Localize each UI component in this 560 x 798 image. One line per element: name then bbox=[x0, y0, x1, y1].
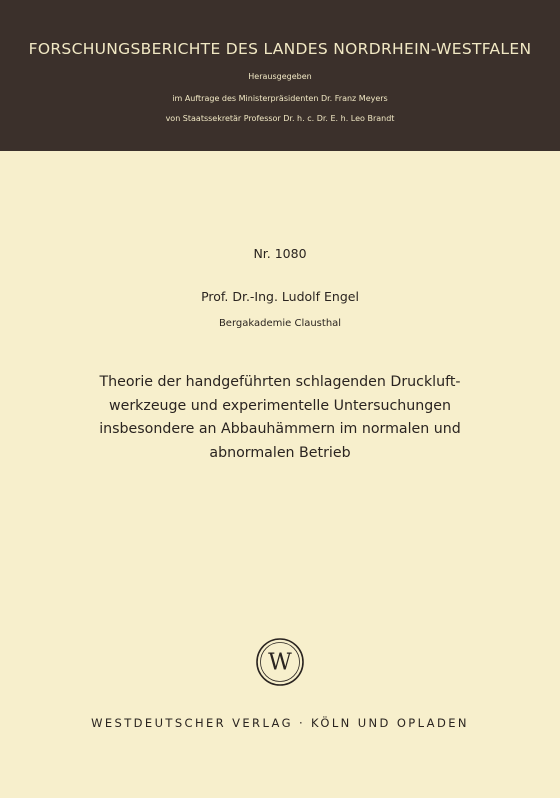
commission-line: im Auftrage des Ministerpräsidenten Dr. Franz Meyers bbox=[172, 94, 388, 103]
book-title bbox=[0, 371, 560, 465]
secretary-line: von Staatssekretär Professor Dr. h. c. Dr. E. h. Leo Brandt bbox=[165, 114, 395, 123]
title-line: Theorie der handgeführten schlagenden Druckluft- bbox=[99, 374, 461, 390]
series-header bbox=[0, 0, 560, 151]
publisher-line: WESTDEUTSCHER VERLAG · KÖLN UND OPLADEN bbox=[91, 716, 469, 730]
report-number: Nr. 1080 bbox=[253, 246, 307, 261]
title-line: werkzeuge und experimentelle Untersuchungen bbox=[108, 397, 452, 414]
editor-label: Herausgegeben bbox=[248, 72, 312, 81]
title-line: insbesondere an Abbauhämmern im normalen und bbox=[99, 421, 461, 437]
series-title: FORSCHUNGSBERICHTE DES LANDES NORDRHEIN-WESTFALEN bbox=[28, 40, 532, 58]
title-line: abnormalen Betrieb bbox=[209, 444, 351, 461]
westdeutscher-verlag-logo-icon bbox=[255, 637, 305, 687]
author-name: Prof. Dr.-Ing. Ludolf Engel bbox=[201, 289, 359, 304]
logo-letter: W bbox=[268, 649, 292, 676]
author-affiliation: Bergakademie Clausthal bbox=[218, 318, 342, 329]
